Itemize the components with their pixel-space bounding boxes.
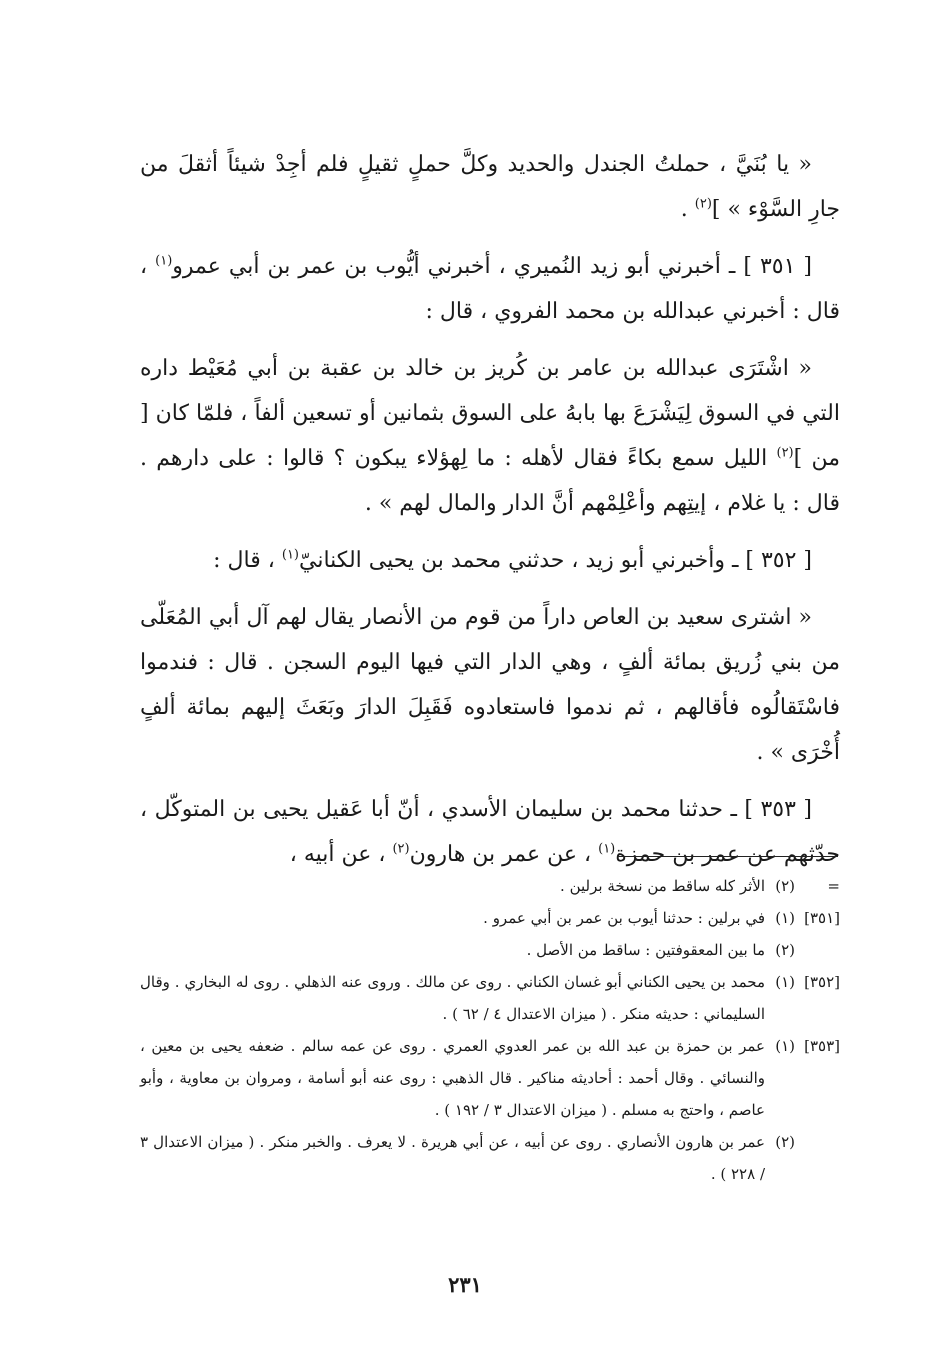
footnote bbox=[140, 966, 840, 1030]
footnote bbox=[140, 870, 840, 902]
text-run: . bbox=[680, 197, 695, 222]
footnote-marker: (١) bbox=[281, 547, 299, 563]
text-run: ، عن عمر بن هارون bbox=[409, 842, 599, 867]
text-run: ، قال : أخبرني عبدالله بن محمد الفروي ، قال : bbox=[140, 254, 840, 324]
footnote-text: عمر بن هارون الأنصاري . روى عن أبيه ، عن أبي هريرة . لا يعرف . والخبر منكر . ( ميزان الاعتدال ٣ / ٢٢٨ ) . bbox=[140, 1133, 765, 1183]
text-run: [ ٣٥٢ ] ـ وأخبرني أبو زيد ، حدثني محمد بن يحيى الكنانيّ bbox=[299, 548, 812, 573]
paragraph-1 bbox=[140, 142, 840, 232]
footnote-text: الأثر كله ساقط من نسخة برلين . bbox=[560, 877, 765, 895]
footnote-marker: (١) bbox=[598, 841, 616, 857]
footnote-marker: (٢) bbox=[776, 445, 794, 461]
paragraph-4 bbox=[140, 538, 840, 583]
footnote-marker: (٢) bbox=[392, 841, 410, 857]
footnote-text: محمد بن يحيى الكناني أبو غسان الكناني . روى عن مالك . وروى عنه الذهلي . روى له البخاري . وقال السليماني : حديثه منكر . ( ميزان الاعتدال ٤ / ٦٢ ) . bbox=[140, 973, 765, 1023]
text-run: الليل سمع بكاءً فقال لأهله : ما لِهؤلاء يبكون ؟ قالوا : على دارهم . قال : يا غلام ، إيتِهم وأعْلِمْهم أنَّ الدار والمال لهم » . bbox=[140, 446, 840, 516]
paragraph-3 bbox=[140, 346, 840, 526]
footnote-number: (٢) bbox=[775, 877, 795, 895]
footnote-marker: (٢) bbox=[694, 196, 712, 212]
paragraph-6 bbox=[140, 787, 840, 877]
footnote-ref bbox=[795, 934, 840, 966]
paragraph-5 bbox=[140, 595, 840, 775]
footnote-ref bbox=[795, 1126, 840, 1190]
footnote-ref: [٣٥٣] bbox=[804, 1037, 840, 1055]
paragraph-2 bbox=[140, 244, 840, 334]
footnote-text: عمر بن حمزة بن عبد الله بن عمر العدوي العمري . روى عن عمه سالم . ضعفه يحيى بن معين ، والنسائي . وقال أحمد : أحاديثه مناكير . قال الذهبي : روى عنه أبو أسامة ، ومروان بن معاوية ، وأبو عاصم ، واحتج به مسلم . ( ميزان الاعتدال ٣ / ١٩٢ ) . bbox=[140, 1037, 765, 1119]
footnote-separator bbox=[618, 856, 838, 857]
footnote bbox=[140, 902, 840, 934]
page-number: ٢٣١ bbox=[448, 1272, 482, 1297]
footnote-number: (١) bbox=[775, 909, 795, 927]
footnote-number: (٢) bbox=[775, 941, 795, 959]
text-run: « يا بُنَيَّ ، حملتُ الجندل والحديد وكلَّ حملٍ ثقيلٍ فلم أجِدْ شيئاً أثقلَ من جارِ السَّوْء » ] bbox=[140, 152, 840, 222]
text-run: [ ٣٥١ ] ـ أخبرني أبو زيد النُميري ، أخبرني أيُّوب بن عمر بن أبي عمرو bbox=[172, 254, 813, 279]
footnote-number: (٢) bbox=[775, 1133, 795, 1151]
footnote-ref: = bbox=[827, 877, 840, 895]
footnote-number: (١) bbox=[775, 1037, 795, 1055]
footnotes bbox=[140, 870, 840, 1190]
footnote-ref: [٣٥١] bbox=[804, 909, 840, 927]
footnote-text: في برلين : حدثنا أيوب بن عمر بن أبي عمرو . bbox=[483, 909, 765, 927]
footnote bbox=[140, 1126, 840, 1190]
footnote bbox=[140, 934, 840, 966]
footnote-text: ما بين المعقوفتين : ساقط من الأصل . bbox=[526, 941, 765, 959]
text-run: ، قال : bbox=[213, 548, 282, 573]
footnote-number: (١) bbox=[775, 973, 795, 991]
footnote-marker: (١) bbox=[155, 253, 173, 269]
main-text bbox=[140, 142, 840, 877]
text-run: [ ٣٥٣ ] ـ حدثنا محمد بن سليمان الأسدي ، أنّ أبا عَقيل يحيى بن المتوكّل ، حدّثهم عن عمر بن حمزة bbox=[140, 797, 840, 867]
text-run: ، عن أبيه ، bbox=[289, 842, 393, 867]
text-run: « اشْتَرَى عبدالله بن عامر بن كُريز بن خالد بن عقبة بن أبي مُعَيْط داره التي في السوق لِيَشْرَعَ بها بابهُ على السوق بثمانين أو تسعين ألفاً ، فلمّا كان [ من ] bbox=[140, 356, 840, 471]
footnote-ref: [٣٥٢] bbox=[804, 973, 840, 991]
text-run: « اشترى سعيد بن العاص داراً من قوم من الأنصار يقال لهم آل أبي المُعَلّى من بني زُريق بمائة ألفٍ ، وهي الدار التي فيها اليوم السجن . قال : فندموا فاسْتَقالُوه فأقالهم ، ثم ندموا فاستعادوه فَقَبِلَ الدارَ وبَعَثَ إليهم بمائة ألفٍ أُخْرَى » . bbox=[140, 605, 840, 765]
footnote bbox=[140, 1030, 840, 1126]
